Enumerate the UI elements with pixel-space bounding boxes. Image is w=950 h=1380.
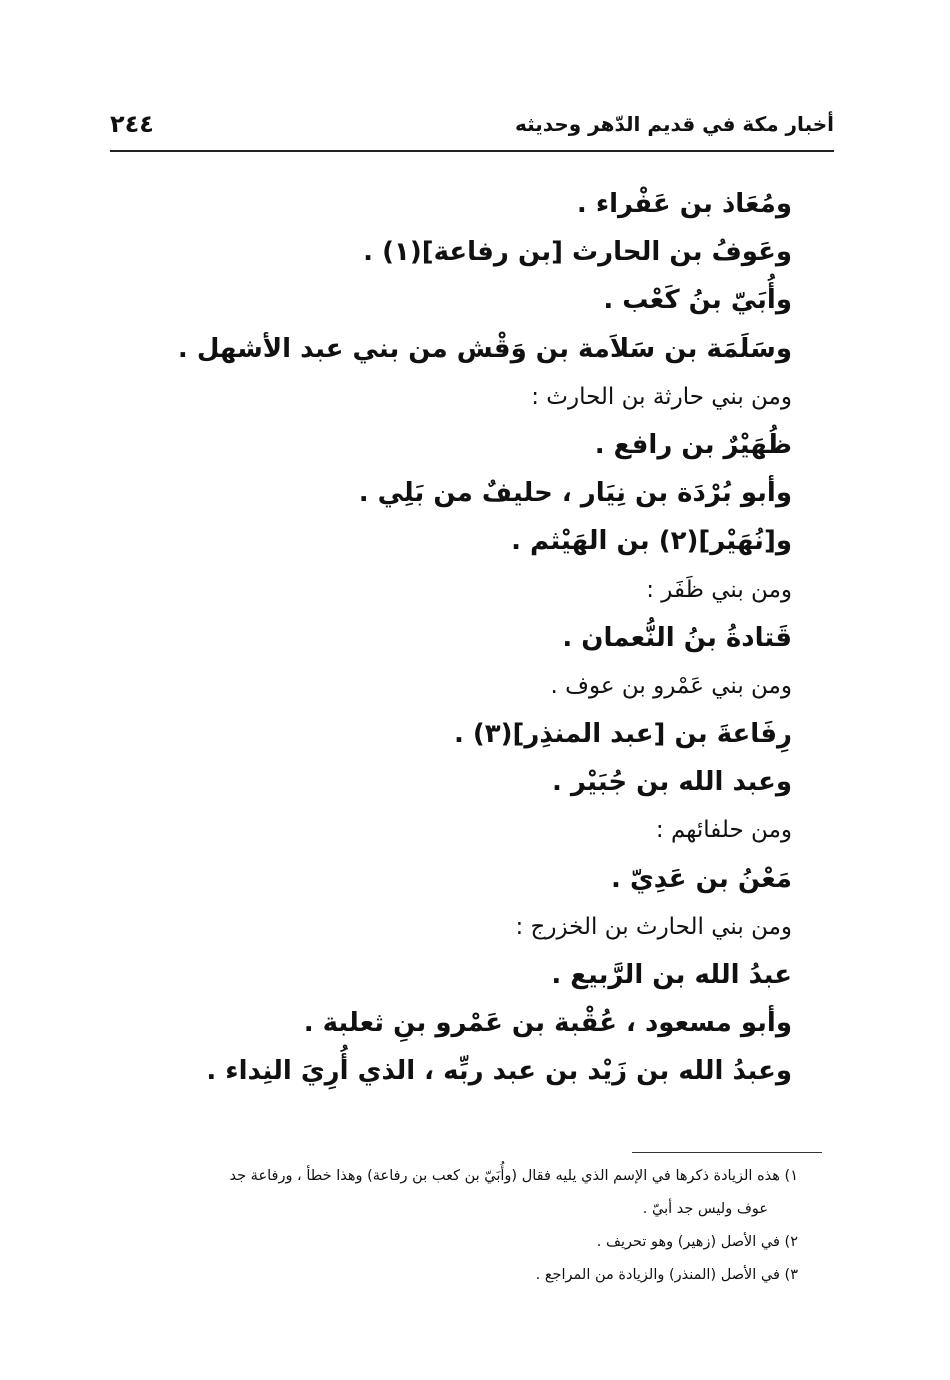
page-number: ٢٤٤	[110, 110, 154, 138]
footnote-line: ٢) في الأصل (زهير) وهو تحريف .	[596, 1234, 798, 1250]
text-line: وعبد الله بن جُبَيْر .	[552, 767, 792, 798]
text-line: وسَلَمَة بن سَلاَمة بن وَقْش من بني عبد الأشهل .	[177, 333, 792, 364]
footnote-line: ١) هذه الزيادة ذكرها في الإسم الذي يليه فقال (وأُبَيّ بن كعب بن رفاعة) وهذا خطأ ، ورفاعة جد	[229, 1168, 798, 1184]
text-line: رِفَاعةَ بن [عبد المنذِر](٣) .	[453, 719, 792, 750]
running-header	[110, 112, 834, 152]
footnote-line: عوف وليس جد أبيّ .	[642, 1201, 768, 1217]
text-line: وأبو مسعود ، عُقْبة بن عَمْرو بنِ ثعلبة .	[303, 1008, 792, 1039]
text-line: و[نُهَيْر](٢) بن الهَيْثم .	[511, 526, 792, 557]
text-line: عبدُ الله بن الرَّبيع .	[551, 960, 792, 990]
body-text	[177, 180, 792, 1096]
text-line: ظُهَيْرٌ بن رافع .	[594, 429, 792, 460]
text-line: ومن بني الحارث بن الخزرج :	[515, 913, 792, 940]
text-line: وعَوفُ بن الحارث [بن رفاعة](١) .	[363, 237, 792, 268]
header-title: أخبار مكة في قديم الدّهر وحديثه	[514, 112, 834, 136]
text-line: وعبدُ الله بن زَيْد بن عبد ربِّه ، الذي أُرِيَ النِداء .	[206, 1056, 792, 1087]
footnote-line: ٣) في الأصل (المنذر) والزيادة من المراجع .	[535, 1267, 798, 1283]
footnote-divider	[632, 1152, 822, 1153]
text-line: ومن بني حارثة بن الحارث :	[531, 383, 792, 410]
text-line: وأبو بُرْدَة بن نِيَار ، حليفٌ من بَلِي .	[358, 478, 792, 509]
text-line: مَعْنُ بن عَدِيّ .	[611, 863, 792, 894]
text-line: وأُبَيّ بنُ كَعْب .	[603, 285, 792, 316]
text-line: ومن بني ظَفَر :	[646, 576, 792, 603]
text-line: ومن بني عَمْرو بن عوف .	[550, 672, 792, 699]
footnotes	[98, 1160, 798, 1292]
text-line: ومن حلفائهم :	[655, 817, 792, 844]
text-line: ومُعَاذ بن عَفْراء .	[576, 189, 792, 219]
text-line: قَتادةُ بنُ النُّعمان .	[562, 622, 792, 653]
